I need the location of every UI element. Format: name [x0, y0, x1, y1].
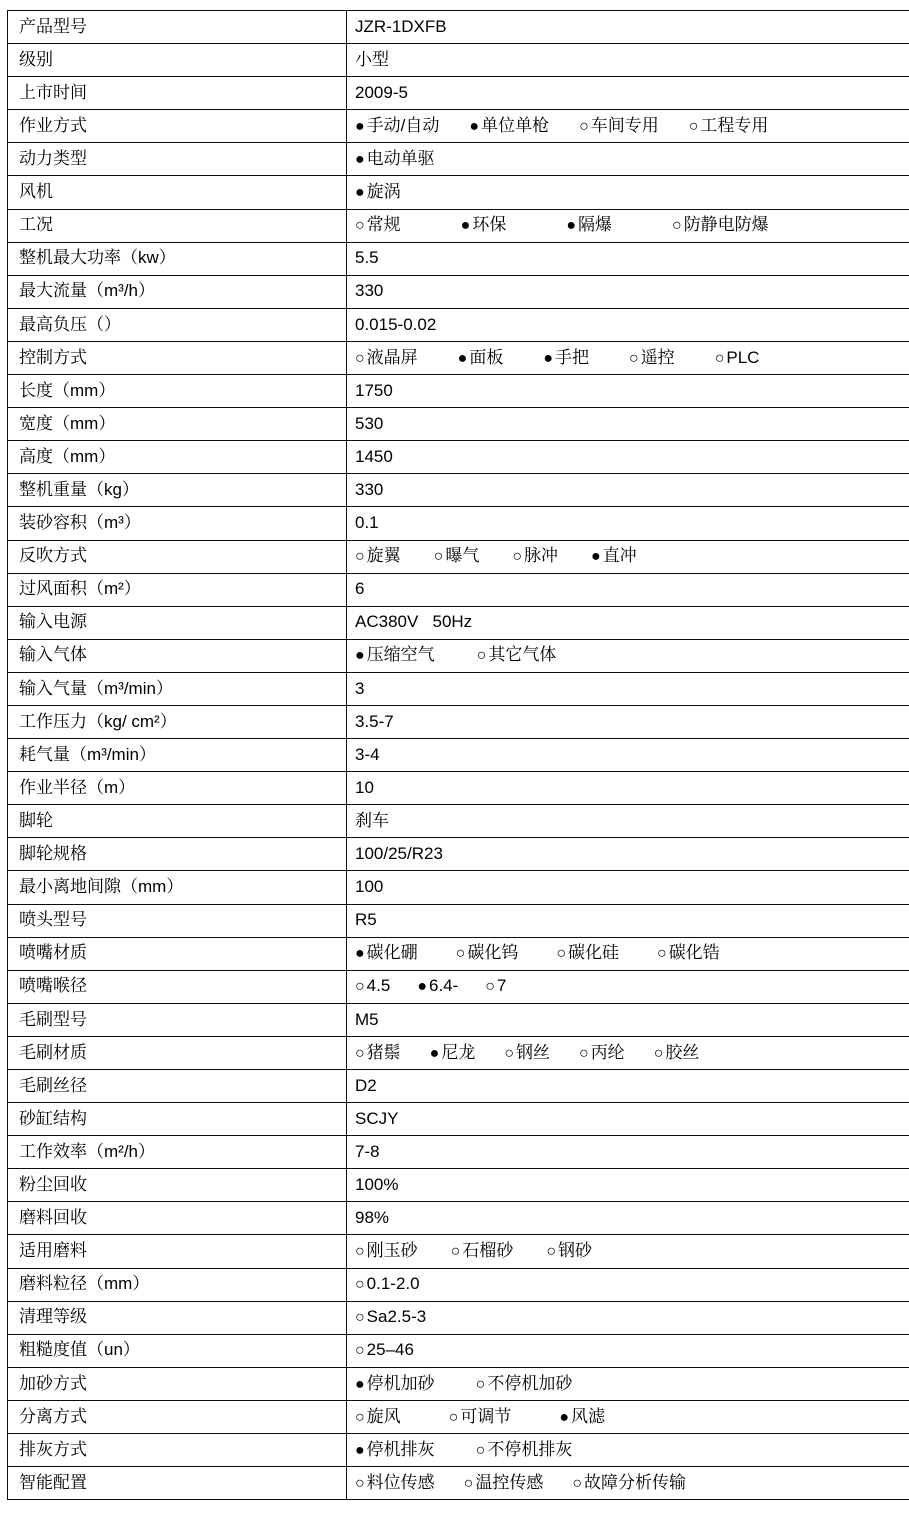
- radio-option: [355, 1242, 418, 1261]
- radio-option-label: 25–46: [366, 1340, 414, 1360]
- spec-label: 砂缸结构: [8, 1103, 347, 1136]
- radio-filled-icon: ●: [355, 1441, 365, 1459]
- radio-option-label: 液晶屏: [366, 347, 418, 367]
- product-spec-table: [7, 10, 909, 1500]
- spec-row: [8, 1202, 909, 1235]
- spec-label: 脚轮: [8, 805, 347, 838]
- spec-label: 耗气量（m³/min）: [8, 739, 347, 772]
- radio-empty-icon: ○: [355, 978, 365, 996]
- spec-value: [347, 937, 909, 970]
- radio-empty-icon: ○: [450, 1243, 461, 1261]
- radio-empty-icon: ○: [629, 349, 639, 367]
- radio-option-label: 工程专用: [700, 115, 769, 135]
- spec-value: [347, 1268, 909, 1301]
- spec-row: [8, 308, 909, 341]
- radio-empty-icon: ○: [579, 1044, 589, 1062]
- radio-empty-icon: ○: [355, 1309, 365, 1327]
- spec-value: 刹车: [347, 805, 909, 838]
- radio-option-label: 猪鬃: [366, 1042, 401, 1062]
- spec-label: 磨料回收: [8, 1202, 347, 1235]
- spec-label: 适用磨料: [8, 1235, 347, 1268]
- radio-option-label: 手动/自动: [366, 115, 440, 135]
- radio-empty-icon: ○: [579, 117, 589, 135]
- radio-empty-icon: ○: [355, 1276, 365, 1294]
- spec-value: 6: [347, 573, 909, 606]
- radio-option-label: 单位单枪: [481, 115, 550, 135]
- radio-option: [464, 1474, 544, 1493]
- spec-label: 整机重量（kg）: [8, 474, 347, 507]
- spec-value: [347, 1036, 909, 1069]
- radio-option: [355, 1308, 426, 1327]
- spec-value: JZR-1DXFB: [347, 11, 909, 44]
- radio-option-selected: [355, 150, 435, 169]
- radio-option: [476, 1375, 573, 1394]
- spec-value: M5: [347, 1003, 909, 1036]
- radio-option-selected: [458, 349, 504, 368]
- spec-value: 0.1: [347, 507, 909, 540]
- spec-label: 毛刷型号: [8, 1003, 347, 1036]
- spec-row: [8, 176, 909, 209]
- spec-label: 毛刷材质: [8, 1036, 347, 1069]
- spec-table-body: [8, 11, 909, 1500]
- spec-value: 1750: [347, 375, 909, 408]
- radio-option-label: 温控传感: [475, 1472, 544, 1492]
- radio-option: [355, 1474, 435, 1493]
- radio-option-label: 不停机排灰: [487, 1439, 573, 1459]
- radio-option-selected: [355, 944, 418, 963]
- radio-option-selected: [355, 183, 401, 202]
- radio-option: [657, 944, 720, 963]
- spec-value: 3: [347, 672, 909, 705]
- spec-row: [8, 1070, 909, 1103]
- radio-option-label: 6.4-: [428, 976, 459, 996]
- radio-option-label: 停机加砂: [366, 1373, 435, 1393]
- radio-filled-icon: ●: [355, 117, 365, 135]
- spec-label: 粗糙度值（un）: [8, 1334, 347, 1367]
- spec-row: [8, 275, 909, 308]
- radio-option: [456, 944, 519, 963]
- spec-value: [347, 1400, 909, 1433]
- radio-empty-icon: ○: [485, 978, 495, 996]
- radio-filled-icon: ●: [543, 349, 554, 367]
- spec-label: 工况: [8, 209, 347, 242]
- radio-option-selected: [469, 117, 549, 136]
- radio-option-label: 7: [496, 976, 507, 996]
- spec-row: [8, 937, 909, 970]
- radio-filled-icon: ●: [457, 349, 468, 367]
- radio-empty-icon: ○: [688, 117, 699, 135]
- radio-empty-icon: ○: [572, 1474, 583, 1492]
- spec-value: 330: [347, 474, 909, 507]
- spec-value: [347, 970, 909, 1003]
- spec-label: 整机最大功率（kw）: [8, 242, 347, 275]
- spec-row: [8, 44, 909, 77]
- radio-filled-icon: ●: [355, 184, 365, 202]
- spec-row: [8, 1036, 909, 1069]
- spec-label: 反吹方式: [8, 540, 347, 573]
- radio-option-selected: [461, 216, 507, 235]
- radio-empty-icon: ○: [672, 217, 682, 235]
- radio-option: [434, 547, 480, 566]
- radio-option: [355, 1275, 420, 1294]
- radio-filled-icon: ●: [355, 945, 365, 963]
- spec-row: [8, 739, 909, 772]
- radio-option-label: 石榴砂: [462, 1241, 514, 1261]
- radio-option-selected: [591, 547, 637, 566]
- radio-option-label: 停机排灰: [366, 1439, 435, 1459]
- spec-label: 工作压力（kg/ cm²）: [8, 705, 347, 738]
- radio-option: [579, 117, 659, 136]
- radio-filled-icon: ●: [355, 1375, 365, 1393]
- spec-value: 98%: [347, 1202, 909, 1235]
- radio-option: [689, 117, 769, 136]
- spec-value: 100%: [347, 1169, 909, 1202]
- spec-value: 330: [347, 275, 909, 308]
- radio-option-label: 旋风: [366, 1406, 401, 1426]
- radio-option: [572, 1474, 686, 1493]
- radio-option-label: 环保: [472, 215, 507, 235]
- spec-value: SCJY: [347, 1103, 909, 1136]
- radio-option: [355, 216, 401, 235]
- radio-empty-icon: ○: [463, 1474, 474, 1492]
- spec-row: [8, 540, 909, 573]
- radio-option: [355, 1408, 401, 1427]
- radio-option: [451, 1242, 514, 1261]
- radio-option-selected: [543, 349, 589, 368]
- radio-empty-icon: ○: [355, 1474, 365, 1492]
- radio-filled-icon: ●: [469, 117, 480, 135]
- radio-empty-icon: ○: [504, 1044, 515, 1062]
- spec-value: 0.015-0.02: [347, 308, 909, 341]
- spec-row: [8, 970, 909, 1003]
- radio-empty-icon: ○: [714, 349, 725, 367]
- radio-option: [477, 646, 557, 665]
- radio-empty-icon: ○: [448, 1408, 459, 1426]
- radio-empty-icon: ○: [355, 1408, 365, 1426]
- radio-option: [556, 944, 619, 963]
- radio-option-label: 不停机加砂: [487, 1373, 573, 1393]
- radio-option-label: 故障分析传输: [584, 1472, 687, 1492]
- spec-label: 输入气量（m³/min）: [8, 672, 347, 705]
- radio-option: [355, 977, 390, 996]
- spec-label: 上市时间: [8, 77, 347, 110]
- radio-option: [546, 1242, 592, 1261]
- radio-option-selected: [559, 1408, 605, 1427]
- spec-value: R5: [347, 904, 909, 937]
- radio-option-selected: [355, 1375, 435, 1394]
- radio-option-label: 车间专用: [590, 115, 659, 135]
- spec-row: [8, 805, 909, 838]
- spec-value: [347, 143, 909, 176]
- spec-value: [347, 1334, 909, 1367]
- radio-option-selected: [417, 977, 458, 996]
- spec-label: 喷头型号: [8, 904, 347, 937]
- radio-option: [654, 1044, 700, 1063]
- radio-empty-icon: ○: [653, 1044, 664, 1062]
- radio-empty-icon: ○: [355, 349, 365, 367]
- spec-row: [8, 11, 909, 44]
- spec-label: 作业方式: [8, 110, 347, 143]
- spec-row: [8, 639, 909, 672]
- spec-value: 100/25/R23: [347, 838, 909, 871]
- radio-option-label: 0.1-2.0: [366, 1274, 420, 1294]
- spec-value: [347, 1434, 909, 1467]
- spec-row: [8, 507, 909, 540]
- radio-option-label: 脉冲: [524, 546, 559, 566]
- radio-filled-icon: ●: [566, 217, 577, 235]
- radio-empty-icon: ○: [546, 1243, 557, 1261]
- radio-option-label: 遥控: [640, 347, 675, 367]
- spec-label: 长度（mm）: [8, 375, 347, 408]
- spec-row: [8, 838, 909, 871]
- spec-value: [347, 1367, 909, 1400]
- radio-option-label: 常规: [366, 215, 401, 235]
- radio-option-selected: [355, 117, 439, 136]
- spec-row: [8, 606, 909, 639]
- radio-option: [672, 216, 769, 235]
- radio-option-label: 钢丝: [516, 1042, 551, 1062]
- spec-row: [8, 110, 909, 143]
- spec-value: 7-8: [347, 1136, 909, 1169]
- spec-row: [8, 1467, 909, 1500]
- spec-row: [8, 1235, 909, 1268]
- spec-row: [8, 474, 909, 507]
- radio-empty-icon: ○: [355, 548, 365, 566]
- spec-label: 最小离地间隙（mm）: [8, 871, 347, 904]
- radio-option: [449, 1408, 512, 1427]
- radio-empty-icon: ○: [433, 548, 444, 566]
- spec-label: 清理等级: [8, 1301, 347, 1334]
- radio-filled-icon: ●: [355, 151, 365, 169]
- spec-value: [347, 176, 909, 209]
- radio-filled-icon: ●: [355, 647, 365, 665]
- radio-option-label: 旋涡: [366, 182, 401, 202]
- radio-option-label: 防静电防爆: [683, 215, 769, 235]
- radio-option-label: 料位传感: [366, 1472, 435, 1492]
- radio-option-label: PLC: [726, 347, 760, 367]
- spec-value: 小型: [347, 44, 909, 77]
- spec-label: 产品型号: [8, 11, 347, 44]
- radio-empty-icon: ○: [355, 1243, 365, 1261]
- spec-row: [8, 1334, 909, 1367]
- radio-option-label: Sa2.5-3: [366, 1307, 427, 1327]
- spec-row: [8, 1169, 909, 1202]
- spec-label: 粉尘回收: [8, 1169, 347, 1202]
- spec-value: D2: [347, 1070, 909, 1103]
- spec-row: [8, 375, 909, 408]
- radio-option-label: 碳化锆: [668, 943, 720, 963]
- radio-option-label: 尼龙: [441, 1042, 476, 1062]
- radio-option-label: 曝气: [445, 546, 480, 566]
- spec-label: 高度（mm）: [8, 441, 347, 474]
- spec-value: 3.5-7: [347, 705, 909, 738]
- spec-row: [8, 1103, 909, 1136]
- spec-row: [8, 871, 909, 904]
- radio-filled-icon: ●: [591, 548, 601, 566]
- radio-option-label: 钢砂: [558, 1241, 593, 1261]
- spec-row: [8, 143, 909, 176]
- spec-row: [8, 1367, 909, 1400]
- radio-empty-icon: ○: [556, 945, 567, 963]
- spec-row: [8, 1268, 909, 1301]
- spec-label: 喷嘴材质: [8, 937, 347, 970]
- spec-row: [8, 242, 909, 275]
- spec-value: 10: [347, 772, 909, 805]
- spec-row: [8, 904, 909, 937]
- spec-label: 最大流量（m³/h）: [8, 275, 347, 308]
- spec-value: [347, 209, 909, 242]
- spec-row: [8, 1400, 909, 1433]
- radio-empty-icon: ○: [475, 1375, 486, 1393]
- spec-value: [347, 1235, 909, 1268]
- radio-empty-icon: ○: [476, 647, 487, 665]
- spec-value: [347, 341, 909, 374]
- spec-value: 5.5: [347, 242, 909, 275]
- spec-value: 2009-5: [347, 77, 909, 110]
- radio-option-label: 4.5: [366, 976, 391, 996]
- spec-value: 100: [347, 871, 909, 904]
- radio-option: [355, 1044, 401, 1063]
- spec-label: 毛刷丝径: [8, 1070, 347, 1103]
- radio-filled-icon: ●: [429, 1044, 440, 1062]
- spec-value: [347, 540, 909, 573]
- radio-option-label: 压缩空气: [366, 645, 435, 665]
- spec-value: [347, 639, 909, 672]
- radio-option: [512, 547, 558, 566]
- radio-option-label: 面板: [469, 347, 504, 367]
- radio-option: [485, 977, 506, 996]
- radio-option: [476, 1441, 573, 1460]
- spec-row: [8, 672, 909, 705]
- radio-empty-icon: ○: [355, 1342, 365, 1360]
- spec-label: 分离方式: [8, 1400, 347, 1433]
- radio-option-label: 电动单驱: [366, 149, 435, 169]
- radio-option-label: 碳化硅: [568, 943, 620, 963]
- radio-filled-icon: ●: [559, 1408, 570, 1426]
- spec-label: 风机: [8, 176, 347, 209]
- radio-option-label: 其它气体: [488, 645, 557, 665]
- radio-option-selected: [566, 216, 612, 235]
- radio-option: [715, 349, 760, 368]
- radio-option: [355, 349, 418, 368]
- spec-label: 作业半径（m）: [8, 772, 347, 805]
- spec-label: 输入电源: [8, 606, 347, 639]
- radio-option: [504, 1044, 550, 1063]
- spec-label: 工作效率（m²/h）: [8, 1136, 347, 1169]
- spec-label: 排灰方式: [8, 1434, 347, 1467]
- spec-label: 加砂方式: [8, 1367, 347, 1400]
- spec-row: [8, 1434, 909, 1467]
- radio-empty-icon: ○: [355, 217, 365, 235]
- radio-empty-icon: ○: [657, 945, 667, 963]
- radio-option: [355, 547, 401, 566]
- spec-row: [8, 408, 909, 441]
- spec-value: 1450: [347, 441, 909, 474]
- radio-option-label: 胶丝: [665, 1042, 700, 1062]
- radio-filled-icon: ●: [460, 217, 471, 235]
- radio-option: [629, 349, 675, 368]
- radio-option-label: 刚玉砂: [366, 1241, 418, 1261]
- radio-option-label: 丙纶: [590, 1042, 625, 1062]
- spec-value: AC380V 50Hz: [347, 606, 909, 639]
- radio-option-selected: [355, 1441, 435, 1460]
- spec-label: 动力类型: [8, 143, 347, 176]
- spec-label: 输入气体: [8, 639, 347, 672]
- radio-option-label: 旋翼: [366, 546, 401, 566]
- spec-row: [8, 705, 909, 738]
- spec-label: 过风面积（m²）: [8, 573, 347, 606]
- radio-empty-icon: ○: [475, 1441, 486, 1459]
- radio-filled-icon: ●: [417, 978, 427, 996]
- radio-empty-icon: ○: [455, 945, 466, 963]
- spec-row: [8, 1136, 909, 1169]
- radio-option-selected: [355, 646, 435, 665]
- radio-option-label: 隔爆: [578, 215, 613, 235]
- spec-value: 3-4: [347, 739, 909, 772]
- spec-row: [8, 1003, 909, 1036]
- spec-value: [347, 110, 909, 143]
- radio-option: [579, 1044, 625, 1063]
- spec-value: 530: [347, 408, 909, 441]
- spec-value: [347, 1301, 909, 1334]
- spec-label: 脚轮规格: [8, 838, 347, 871]
- radio-option-label: 碳化硼: [366, 943, 418, 963]
- radio-empty-icon: ○: [512, 548, 523, 566]
- spec-label: 磨料粒径（mm）: [8, 1268, 347, 1301]
- spec-label: 级别: [8, 44, 347, 77]
- spec-label: 装砂容积（m³）: [8, 507, 347, 540]
- spec-row: [8, 573, 909, 606]
- spec-row: [8, 209, 909, 242]
- spec-label: 宽度（mm）: [8, 408, 347, 441]
- spec-label: 喷嘴喉径: [8, 970, 347, 1003]
- radio-option: [355, 1341, 414, 1360]
- radio-empty-icon: ○: [355, 1044, 365, 1062]
- radio-option-label: 直冲: [602, 546, 637, 566]
- spec-label: 最高负压（）: [8, 308, 347, 341]
- spec-row: [8, 441, 909, 474]
- radio-option-label: 手把: [555, 347, 590, 367]
- radio-option-label: 可调节: [460, 1406, 512, 1426]
- radio-option-label: 碳化钨: [467, 943, 519, 963]
- spec-row: [8, 341, 909, 374]
- spec-label: 控制方式: [8, 341, 347, 374]
- spec-row: [8, 1301, 909, 1334]
- radio-option-label: 风滤: [571, 1406, 606, 1426]
- spec-row: [8, 772, 909, 805]
- spec-label: 智能配置: [8, 1467, 347, 1500]
- spec-value: [347, 1467, 909, 1500]
- radio-option-selected: [430, 1044, 476, 1063]
- spec-row: [8, 77, 909, 110]
